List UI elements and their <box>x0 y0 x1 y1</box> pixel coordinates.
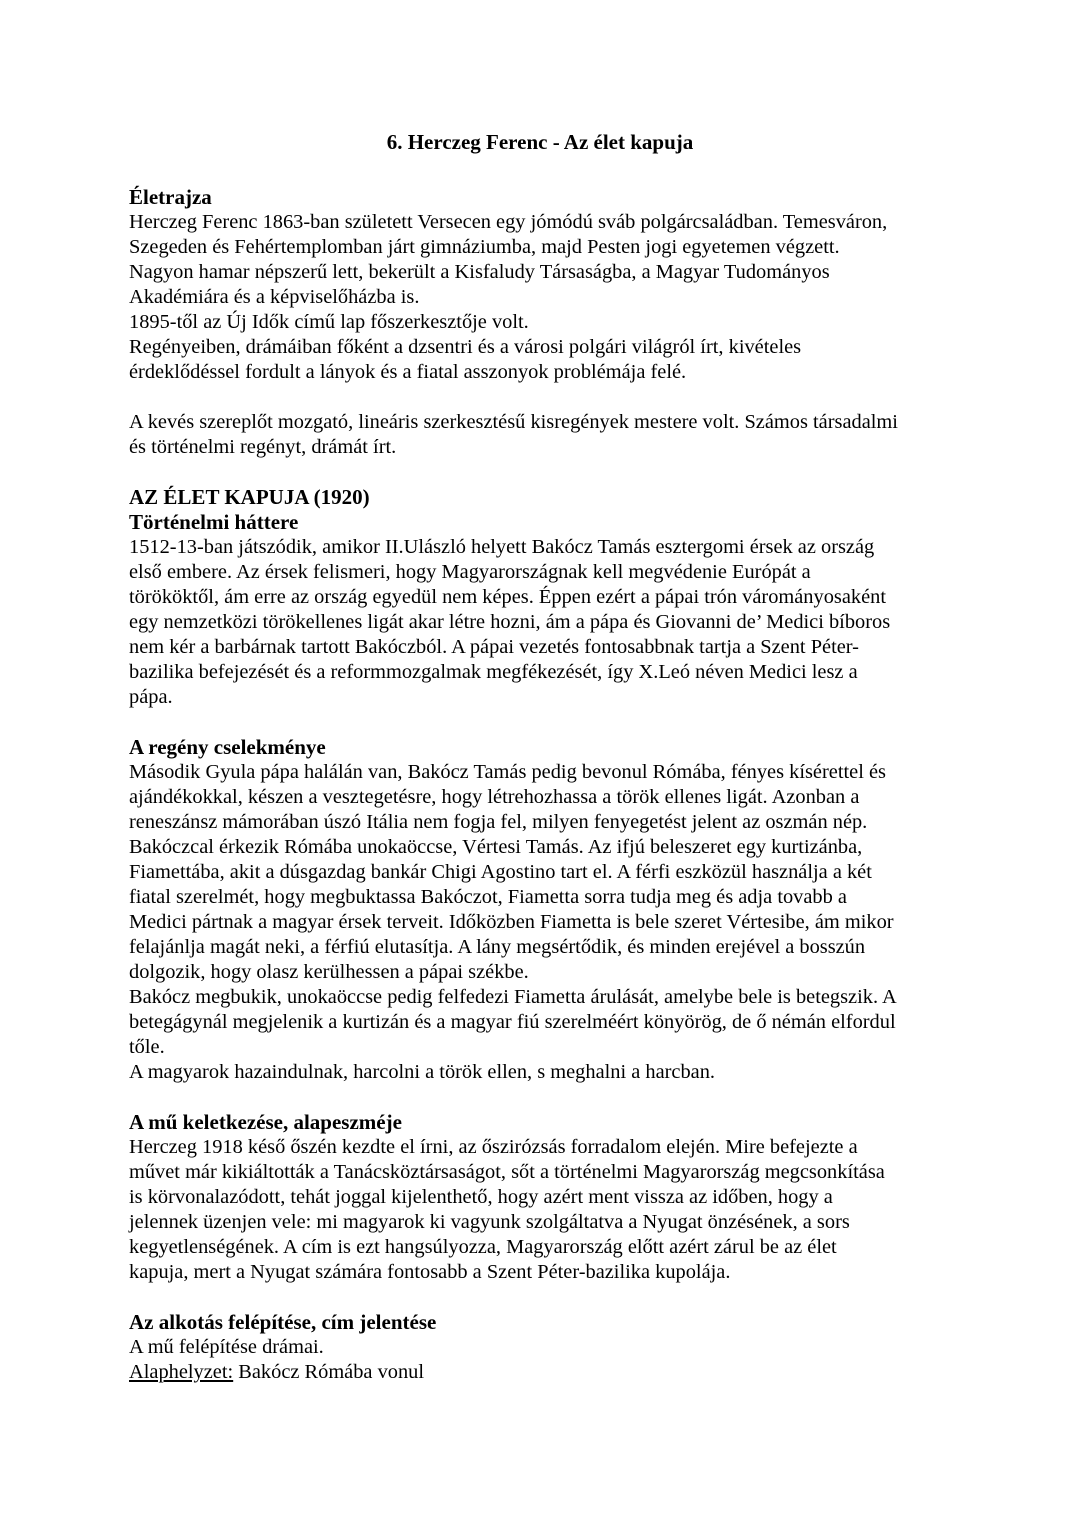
text-line: Akadémiára és a képviselőházba is. <box>129 286 420 308</box>
document-title: 6. Herczeg Ferenc - Az élet kapuja <box>386 130 694 154</box>
text-line: A kevés szereplőt mozgató, lineáris szerkesztésű kisregények mestere volt. Számos társadalmi <box>129 411 898 433</box>
text-line: reneszánsz mámorában úszó Itália nem fogja fel, milyen fenyegetést jelent az oszmán nép. <box>129 811 868 833</box>
text-line: is körvonalazódott, tehát joggal kijelenthető, hogy azért ment vissza az időben, hogy a <box>129 1186 833 1208</box>
text-line: Regényeiben, drámáiban főként a dzsentri és a városi polgári világról írt, kivételes <box>129 336 802 358</box>
text-line: törököktől, ám erre az ország egyedül nem képes. Éppen ezért a pápai trón várományosaként <box>129 586 886 608</box>
text-line: Második Gyula pápa halálán van, Bakócz Tamás pedig bevonul Rómába, fényes kísérettel és <box>129 761 886 783</box>
section-heading: Történelmi háttere <box>129 510 299 534</box>
text-line: ajándékokkal, készen a vesztegetésre, hogy létrehozhassa a török ellenes ligát. Azonban a <box>129 786 860 808</box>
text-line: 1512-13-ban játszódik, amikor II.Ulászló helyett Bakócz Tamás esztergomi érsek az ország <box>129 536 875 558</box>
text-line: Bakócz megbukik, unokaöccse pedig felfedezi Fiametta árulását, amelybe bele is betegszik. A <box>129 986 897 1008</box>
underlined-label: Alaphelyzet: <box>129 1361 234 1383</box>
section-structure <box>129 1310 959 1385</box>
section-origin <box>129 1110 959 1285</box>
text-line: érdeklődéssel fordult a lányok és a fiatal asszonyok problémája felé. <box>129 361 687 383</box>
text-line: Herczeg Ferenc 1863-ban született Versecen egy jómódú sváb polgárcsaládban. Temesváron, <box>129 211 888 233</box>
label-text: Bakócz Rómába vonul <box>233 1361 425 1383</box>
text-line <box>129 1360 959 1385</box>
text-line: tőle. <box>129 1036 165 1058</box>
text-line: Szegeden és Fehértemplomban járt gimnáziumba, majd Pesten jogi egyetemen végzett. <box>129 236 840 258</box>
text-line: A magyarok hazaindulnak, harcolni a török ellen, s meghalni a harcban. <box>129 1061 716 1083</box>
text-line: kegyetlenségének. A cím is ezt hangsúlyozza, Magyarország előtt azért zárul be az élet <box>129 1236 837 1258</box>
section-biography <box>129 185 959 385</box>
text-line: Nagyon hamar népszerű lett, bekerült a Kisfaludy Társaságba, a Magyar Tudományos <box>129 261 830 283</box>
section-heading: A regény cselekménye <box>129 735 326 759</box>
text-line: Herczeg 1918 késő őszén kezdte el írni, az őszirózsás forradalom elején. Mire befejezte a <box>129 1136 858 1158</box>
section-heading: Az alkotás felépítése, cím jelentése <box>129 1310 437 1334</box>
section-heading: A mű keletkezése, alapeszméje <box>129 1110 402 1134</box>
text-line: A mű felépítése drámai. <box>129 1336 324 1358</box>
text-line: és történelmi regényt, drámát írt. <box>129 436 397 458</box>
text-line: egy nemzetközi törökellenes ligát akar létre hozni, ám a pápa és Giovanni de’ Medici bíboros <box>129 611 891 633</box>
section-plot <box>129 735 959 1085</box>
text-line: betegágynál megjelenik a kurtizán és a magyar fiú szerelméért könyörög, de ő némán elfordul <box>129 1011 896 1033</box>
section-historical-background <box>129 485 959 710</box>
section-biography-paragraph-2 <box>129 410 959 460</box>
text-line: fiatal szerelmét, hogy megbuktassa Bakóczot, Fiametta sorra tudja meg és adja tovabb a <box>129 886 847 908</box>
text-line: dolgozik, hogy olasz kerülhessen a pápai székbe. <box>129 961 529 983</box>
text-line: felajánlja magát neki, a férfiú elutasítja. A lány megsértődik, és minden erejével a bosszún <box>129 936 866 958</box>
text-line: bazilika befejezését és a reformmozgalmak megfékezését, így X.Leó néven Medici lesz a <box>129 661 858 683</box>
text-line: nem kér a barbárnak tartott Bakóczból. A pápai vezetés fontosabbnak tartja a Szent Péter- <box>129 636 859 658</box>
text-line: Fiamettába, akit a dúsgazdag bankár Chigi Agostino tart el. A férfi eszközül használja a két <box>129 861 872 883</box>
text-line: első embere. Az érsek felismeri, hogy Magyarországnak kell megvédenie Európát a <box>129 561 811 583</box>
text-line: kapuja, mert a Nyugat számára fontosabb a Szent Péter-bazilika kupolája. <box>129 1261 731 1283</box>
text-line: jelennek üzenjen vele: mi magyarok ki vagyunk szolgáltatva a Nyugat önzésének, a sors <box>129 1211 850 1233</box>
work-heading: AZ ÉLET KAPUJA (1920) <box>129 485 370 509</box>
text-line: Bakóczcal érkezik Rómába unokaöccse, Vértesi Tamás. Az ifjú beleszeret egy kurtizánba, <box>129 836 863 858</box>
text-line: művet már kikiáltották a Tanácsköztársaságot, sőt a történelmi Magyarország megcsonkítása <box>129 1161 885 1183</box>
text-line: pápa. <box>129 686 173 708</box>
text-line: 1895-től az Új Idők című lap főszerkesztője volt. <box>129 311 529 333</box>
section-heading: Életrajza <box>129 185 212 209</box>
text-line: Medici pártnak a magyar érsek terveit. Időközben Fiametta is bele szeret Vértesibe, ám mikor <box>129 911 894 933</box>
